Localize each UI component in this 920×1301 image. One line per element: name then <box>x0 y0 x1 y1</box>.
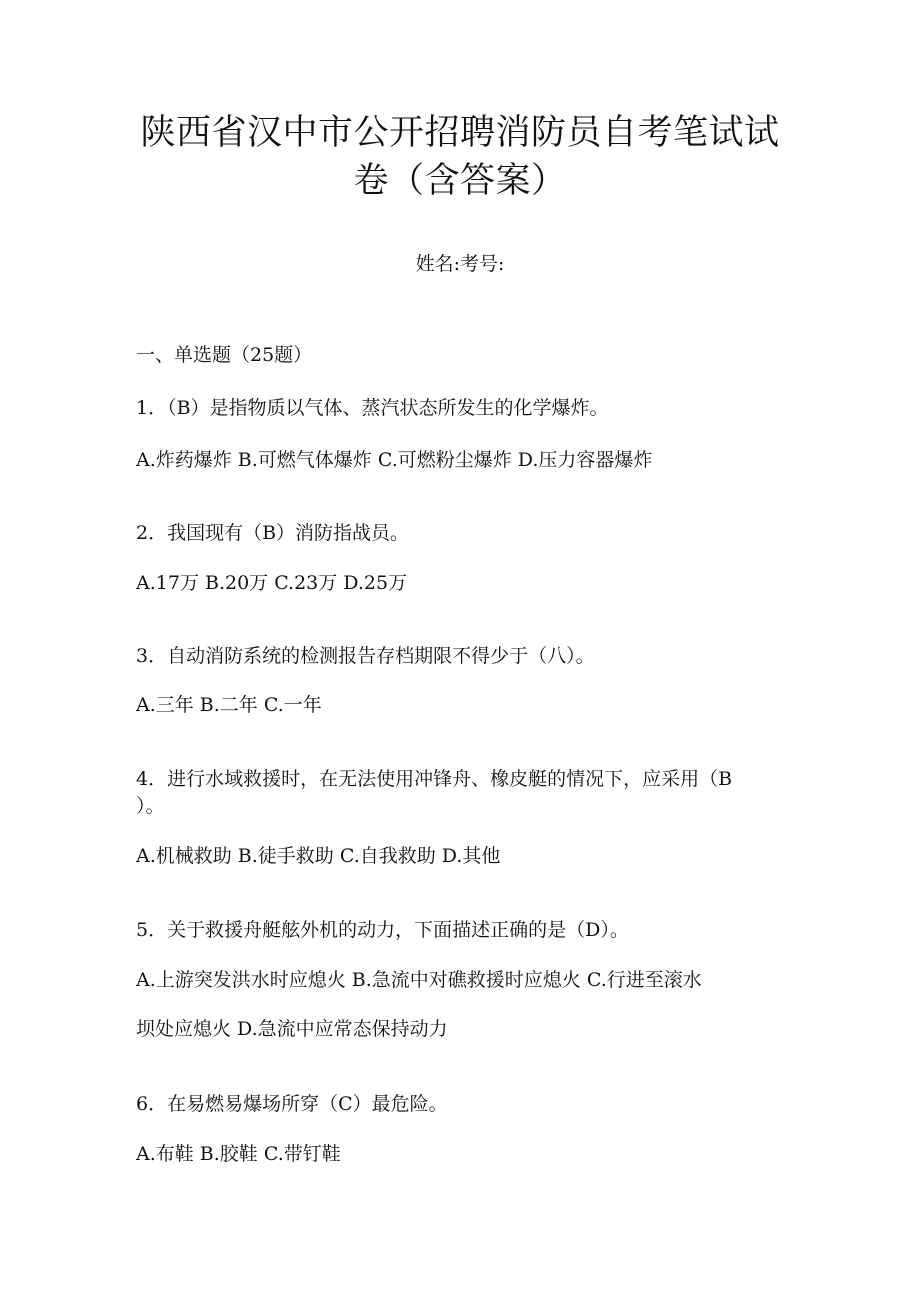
options-1: A.炸药爆炸 B.可燃气体爆炸 C.可燃粉尘爆炸 D.压力容器爆炸 <box>136 449 653 471</box>
title-line-1: 陕西省汉中市公开招聘消防员自考笔试试 <box>140 113 780 153</box>
question-5: 5．关于救援舟艇舷外机的动力，下面描述正确的是（D）。 <box>136 919 629 941</box>
options-5-line-2: 坝处应熄火 D.急流中应常态保持动力 <box>136 1018 448 1040</box>
section-heading: 一、单选题（25题） <box>136 344 313 366</box>
options-3: A.三年 B.二年 C.一年 <box>136 694 322 716</box>
question-1: 1．（B）是指物质以气体、蒸汽状态所发生的化学爆炸。 <box>136 397 609 419</box>
question-2: 2．我国现有（B）消防指战员。 <box>136 522 410 544</box>
options-2: A.17万 B.20万 C.23万 D.25万 <box>136 572 408 594</box>
question-6: 6．在易燃易爆场所穿（C）最危险。 <box>136 1093 448 1115</box>
candidate-info: 姓名:考号: <box>415 253 505 275</box>
question-4-cont: ）。 <box>136 795 165 817</box>
options-5-line-1: A.上游突发洪水时应熄火 B.急流中对礁救援时应熄火 C.行进至滚水 <box>136 969 702 991</box>
question-3: 3．自动消防系统的检测报告存档期限不得少于（八）。 <box>136 645 595 667</box>
options-4: A.机械救助 B.徒手救助 C.自我救助 D.其他 <box>136 845 501 867</box>
options-6: A.布鞋 B.胶鞋 C.带钉鞋 <box>136 1143 341 1165</box>
question-4: 4．进行水域救援时，在无法使用冲锋舟、橡皮艇的情况下，应采用（B <box>136 768 733 790</box>
title-line-2: 卷（含答案） <box>353 161 567 201</box>
